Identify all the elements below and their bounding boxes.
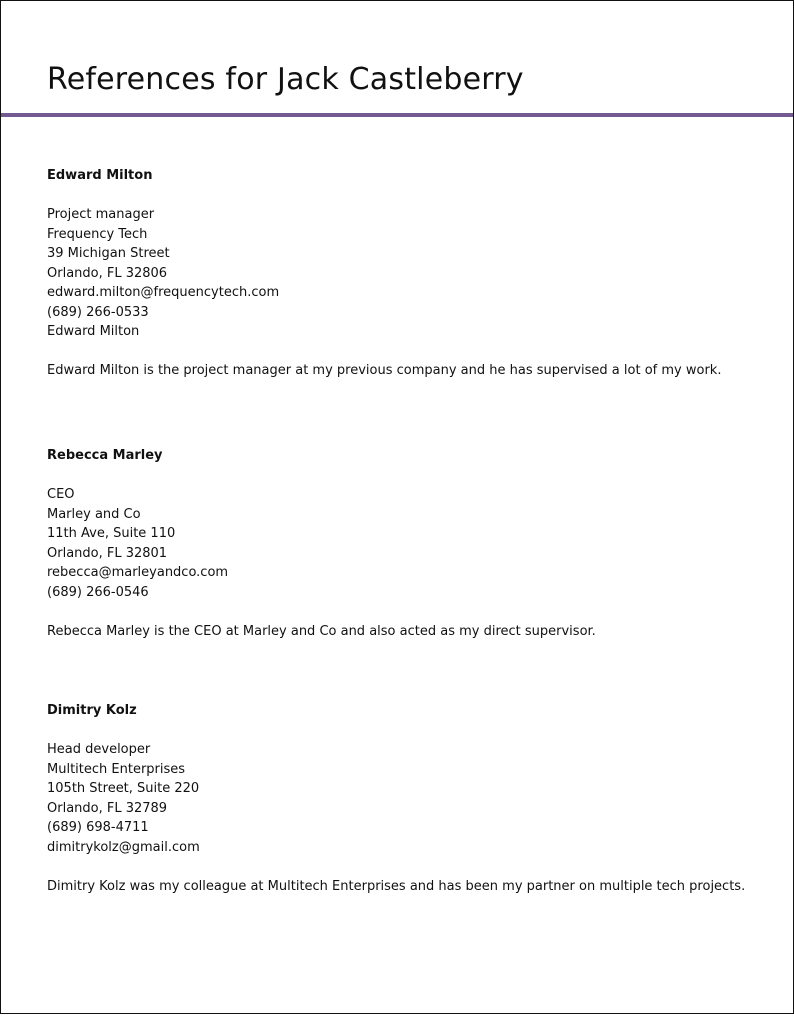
reference-phone: (689) 698-4711 (47, 820, 149, 835)
header-divider (1, 113, 793, 117)
reference-name: Dimitry Kolz (47, 703, 137, 718)
reference-company: Marley and Co (47, 506, 141, 522)
reference-name: Rebecca Marley (47, 448, 163, 463)
reference-entry (47, 446, 767, 641)
document-header (1, 1, 793, 113)
reference-description: Dimitry Kolz was my colleague at Multitech Enterprises and has been my partner on multiple tech projects. (47, 878, 746, 894)
reference-signoff: Edward Milton (47, 324, 140, 339)
reference-email: rebecca@marleyandco.com (47, 565, 229, 580)
reference-entry (47, 701, 767, 896)
reference-email: dimitrykolz@gmail.com (47, 839, 200, 855)
reference-phone: (689) 266-0546 (47, 584, 149, 600)
reference-contact-block (47, 205, 767, 342)
reference-description: Rebecca Marley is the CEO at Marley and Co and also acted as my direct supervisor. (47, 623, 596, 639)
reference-city: Orlando, FL 32789 (47, 800, 168, 816)
reference-email: edward.milton@frequencytech.com (47, 285, 280, 300)
reference-entry (47, 166, 767, 381)
reference-phone: (689) 266-0533 (47, 304, 149, 320)
page-title: References for Jack Castleberry (47, 62, 524, 97)
reference-company: Multitech Enterprises (47, 761, 186, 777)
reference-contact-block (47, 740, 767, 857)
reference-contact-block (47, 485, 767, 602)
reference-title: Head developer (47, 742, 151, 757)
reference-street: 105th Street, Suite 220 (47, 781, 200, 796)
reference-street: 39 Michigan Street (47, 246, 170, 261)
reference-description: Edward Milton is the project manager at my previous company and he has supervised a lot of my work. (47, 363, 722, 378)
reference-street: 11th Ave, Suite 110 (47, 526, 176, 541)
reference-name: Edward Milton (47, 168, 153, 183)
reference-company: Frequency Tech (47, 226, 148, 242)
reference-city: Orlando, FL 32806 (47, 265, 168, 281)
reference-city: Orlando, FL 32801 (47, 545, 168, 561)
reference-title: Project manager (47, 207, 155, 222)
reference-title: CEO (47, 487, 75, 502)
